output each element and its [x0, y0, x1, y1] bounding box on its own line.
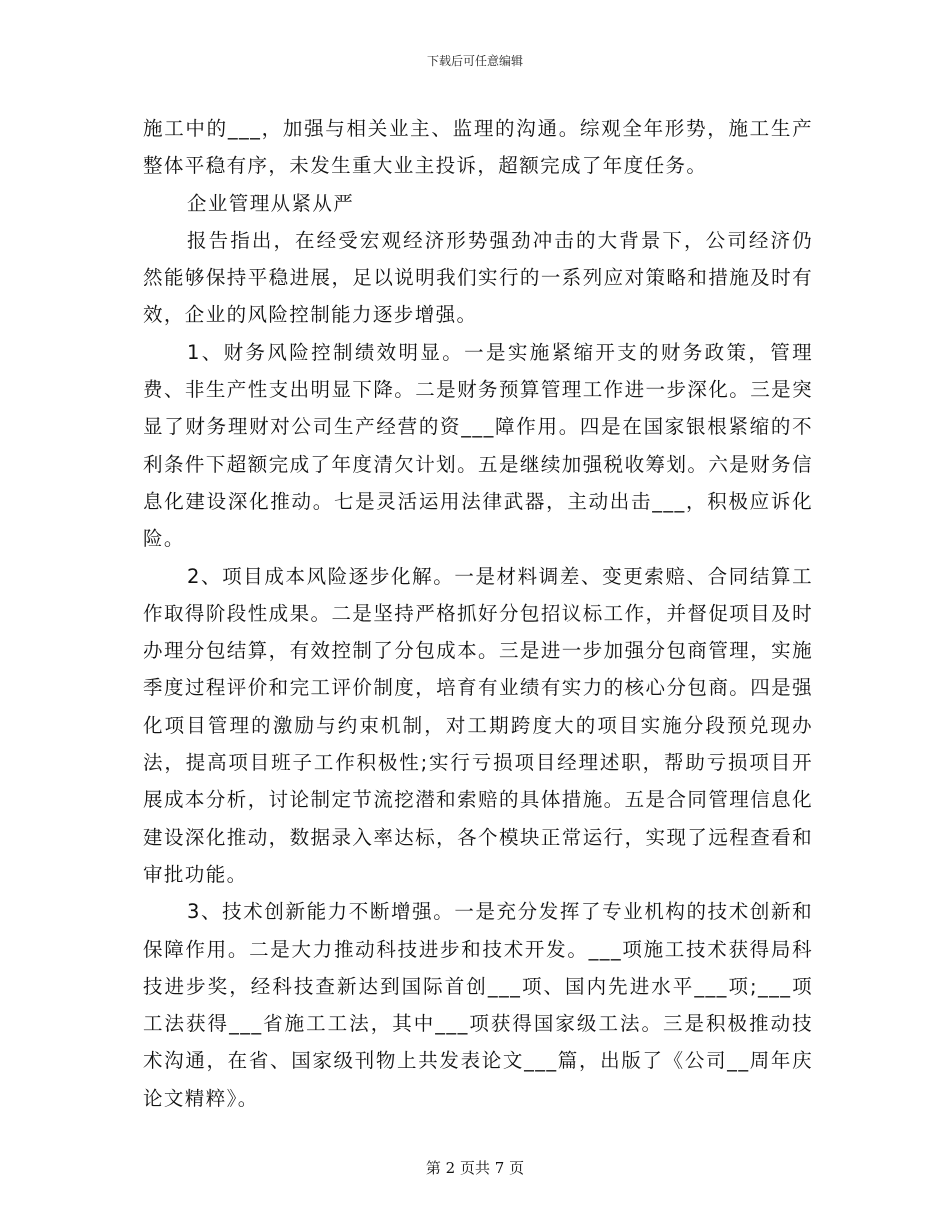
paragraph-financial-risk: 1、财务风险控制绩效明显。一是实施紧缩开支的财务政策，管理费、非生产性支出明显下降。二是财务预算管理工作进一步深化。三是突显了财务理财对公司生产经营的资___障作用。四是在国家银根紧缩的不利条件下超额完成了年度清欠计划。五是继续加强税收筹划。六是财务信息化建设深化推动。七是灵活运用法律武器，主动出击___，积极应诉化险。 [143, 340, 813, 551]
paragraph-continuation: 施工中的___，加强与相关业主、监理的沟通。综观全年形势，施工生产整体平稳有序，未发生重大业主投诉，超额完成了年度任务。 [143, 117, 813, 178]
document-body [143, 110, 813, 1117]
page-number-footer: 第 2 页共 7 页 [425, 1159, 525, 1177]
page-header: 下载后可任意编辑 [426, 54, 523, 68]
paragraph-project-cost: 2、项目成本风险逐步化解。一是材料调差、变更索赔、合同结算工作取得阶段性成果。二是坚持严格抓好分包招议标工作，并督促项目及时办理分包结算，有效控制了分包成本。三是进一步加强分包商管理，实施季度过程评价和完工评价制度，培育有业绩有实力的核心分包商。四是强化项目管理的激励与约束机制，对工期跨度大的项目实施分段预兑现办法，提高项目班子工作积极性;实行亏损项目经理述职，帮助亏损项目开展成本分析，讨论制定节流挖潜和索赔的具体措施。五是合同管理信息化建设深化推动，数据录入率达标，各个模块正常运行，实现了远程查看和审批功能。 [143, 564, 813, 886]
section-heading: 企业管理从紧从严 [187, 191, 355, 215]
paragraph-tech-innovation: 3、技术创新能力不断增强。一是充分发挥了专业机构的技术创新和保障作用。二是大力推动科技进步和技术开发。___项施工技术获得局科技进步奖，经科技查新达到国际首创___项、国内先进水平___项;___项工法获得___省施工工法，其中___项获得国家级工法。三是积极推动技术沟通，在省、国家级刊物上共发表论文___篇，出版了《公司__周年庆论文精粹》。 [143, 900, 813, 1110]
paragraph-report-summary: 报告指出，在经受宏观经济形势强劲冲击的大背景下，公司经济仍然能够保持平稳进展，足以说明我们实行的一系列应对策略和措施及时有效，企业的风险控制能力逐步增强。 [143, 228, 813, 327]
